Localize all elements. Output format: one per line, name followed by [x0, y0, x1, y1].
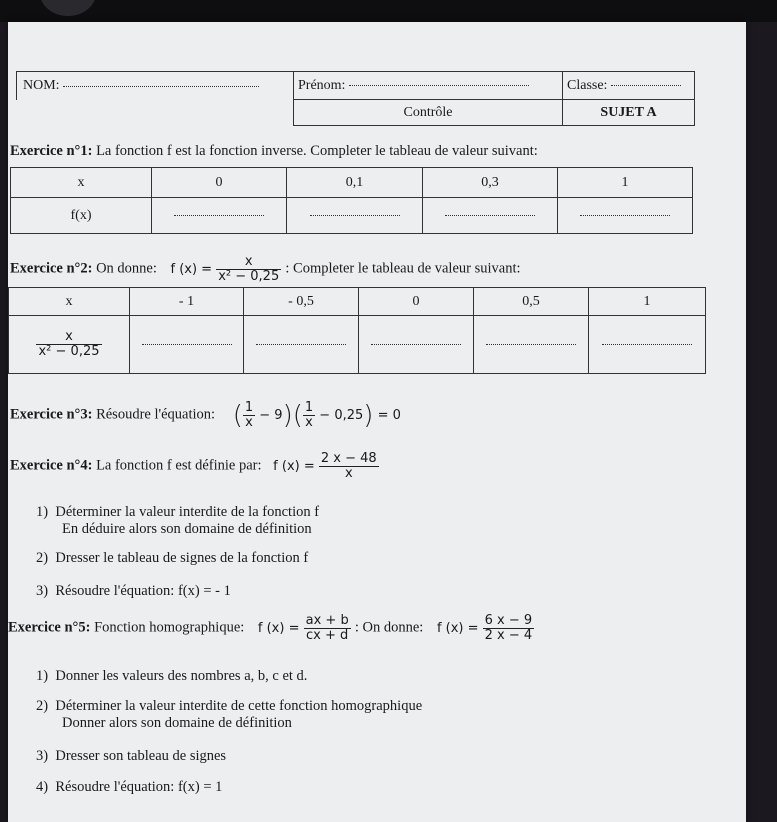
ex2-row-den: x² − 0,25	[38, 344, 100, 359]
ex5-q4	[36, 779, 222, 796]
sujet-label: SUJET A	[600, 104, 657, 120]
ex4-function	[273, 451, 379, 481]
ex2-answer-cell	[244, 316, 359, 374]
ex3-minus025: − 0,25	[319, 407, 364, 423]
ex5-q1-num: 1)	[36, 668, 49, 684]
ex4-q3	[36, 583, 231, 600]
ex5-specific-function	[436, 613, 534, 643]
header-empty-cell	[17, 100, 294, 126]
classe-label: Classe:	[567, 77, 608, 93]
ex2-answer-cell	[474, 316, 589, 374]
ex5-g-den: 2 x − 4	[484, 627, 533, 643]
ex1-x-header: x	[11, 168, 152, 198]
ex5-q4-text: Résoudre l'équation: f(x) = 1	[55, 779, 223, 795]
prenom-label: Prénom:	[298, 77, 346, 93]
nom-cell	[17, 72, 294, 100]
top-bar	[0, 0, 777, 22]
ex4-title: Exercice n°4:	[10, 457, 93, 474]
ex5-q3-num: 3)	[36, 748, 49, 764]
ex5-f-den: cx + d	[306, 627, 349, 643]
ex5-title: Exercice n°5:	[8, 619, 91, 636]
ex1-x-value: 0	[152, 168, 287, 198]
ex3-eq0: = 0	[377, 407, 401, 423]
controle-cell	[294, 100, 563, 126]
ex3-frac-num: 1	[244, 399, 254, 415]
ex3-text: Résoudre l'équation:	[96, 406, 216, 423]
ex5-q3-text: Dresser son tableau de signes	[55, 748, 227, 764]
ex1-statement	[10, 143, 538, 160]
ex3-equation: ( $\frac{1}{x}$ − 9)( $\frac{1}{x}$ − 0,25) = 0	[232, 399, 401, 430]
ex2-x-header: x	[9, 288, 130, 316]
ex1-title: Exercice n°1:	[10, 143, 93, 159]
ex5-q2-b: Donner alors son domaine de définition	[62, 715, 292, 731]
ex4-q2-text: Dresser le tableau de signes de la fonction f	[55, 550, 309, 566]
ex3-frac-den: x	[305, 414, 313, 430]
ex5-statement	[8, 614, 534, 642]
ex2-intro: On donne:	[96, 260, 157, 277]
ex5-g-num: 6 x − 9	[484, 613, 533, 628]
ex5-q1	[36, 668, 307, 685]
ex5-q2-num: 2)	[36, 698, 49, 714]
exam-sheet	[8, 22, 746, 822]
ex5-q2	[36, 698, 422, 715]
ex2-x-value: - 0,5	[244, 288, 359, 316]
ex1-answer-cell	[287, 198, 423, 234]
ex4-text: La fonction f est définie par:	[96, 457, 262, 474]
ex4-f-den: x	[344, 465, 353, 481]
ex2-text: : Completer le tableau de valeur suivant:	[285, 260, 521, 277]
ex1-answer-cell	[558, 198, 693, 234]
ex3-minus9: − 9	[259, 407, 283, 423]
ex2-answer-cell	[589, 316, 706, 374]
ex2-statement	[10, 255, 521, 283]
classe-cell	[563, 72, 695, 100]
ex5-q3	[36, 748, 226, 765]
ex4-f-lhs: f (x) =	[273, 458, 315, 474]
prenom-blank	[349, 84, 529, 86]
ex2-title: Exercice n°2:	[10, 260, 93, 277]
ex4-q3-text: Résoudre l'équation: f(x) = - 1	[55, 583, 231, 599]
ex2-function	[170, 254, 286, 284]
ex4-q2	[36, 550, 308, 567]
ex1-text: La fonction f est la fonction inverse. Completer le tableau de valeur suivant:	[96, 143, 538, 159]
ex2-x-value: - 1	[130, 288, 244, 316]
ex5-f-num: ax + b	[305, 613, 349, 628]
sujet-cell	[563, 100, 695, 126]
ex3-title: Exercice n°3:	[10, 406, 93, 423]
ex5-f-lhs: f (x) =	[257, 620, 300, 636]
ex3-frac-num: 1	[304, 399, 314, 415]
ex5-text: Fonction homographique:	[94, 619, 245, 636]
ex5-q1-text: Donner les valeurs des nombres a, b, c et d.	[55, 668, 308, 684]
ex2-table	[8, 287, 706, 374]
ex1-answer-cell	[423, 198, 558, 234]
ex1-f-header: f(x)	[11, 198, 152, 234]
controle-label: Contrôle	[403, 104, 453, 120]
prenom-cell	[294, 72, 563, 100]
ex1-x-value: 0,3	[423, 168, 558, 198]
ex5-g-lhs: f (x) =	[436, 620, 479, 636]
ex4-q3-num: 3)	[36, 583, 49, 599]
ex4-q2-num: 2)	[36, 550, 49, 566]
ex2-f-header	[9, 316, 130, 374]
ex4-q1-num: 1)	[36, 504, 49, 520]
ex4-statement	[10, 452, 379, 480]
ex2-x-value: 1	[589, 288, 706, 316]
header-table	[16, 71, 695, 126]
ex5-q2-text: Déterminer la valeur interdite de cette fonction homographique	[55, 698, 423, 714]
ex1-x-value: 0,1	[287, 168, 423, 198]
ex5-given: : On donne:	[354, 619, 424, 636]
ex1-x-value: 1	[558, 168, 693, 198]
ex2-answer-cell	[130, 316, 244, 374]
ex2-x-value: 0,5	[474, 288, 589, 316]
nom-blank	[63, 85, 259, 87]
ex2-f-lhs: f (x) =	[170, 261, 213, 277]
ex4-q1-text: Déterminer la valeur interdite de la fonction f	[55, 504, 320, 520]
ex2-x-value: 0	[359, 288, 474, 316]
ex4-q1-b: En déduire alors son domaine de définition	[62, 521, 312, 537]
ex1-answer-cell	[152, 198, 287, 234]
classe-blank	[611, 84, 681, 86]
ex2-row-fraction	[36, 330, 101, 358]
ex5-general-function	[257, 613, 355, 643]
ex1-table	[10, 167, 693, 234]
ex4-q1	[36, 504, 319, 521]
ex5-q4-num: 4)	[36, 779, 49, 795]
ex3-frac-den: x	[245, 414, 253, 430]
ex4-f-num: 2 x − 48	[320, 451, 377, 466]
ex2-fraction	[216, 255, 281, 283]
ex3-statement	[10, 400, 401, 430]
ex2-f-den: x² − 0,25	[218, 268, 280, 284]
ex2-row-num: x	[36, 330, 101, 345]
ex2-f-num: x	[216, 255, 281, 270]
nom-label: NOM:	[23, 77, 60, 93]
ex2-answer-cell	[359, 316, 474, 374]
